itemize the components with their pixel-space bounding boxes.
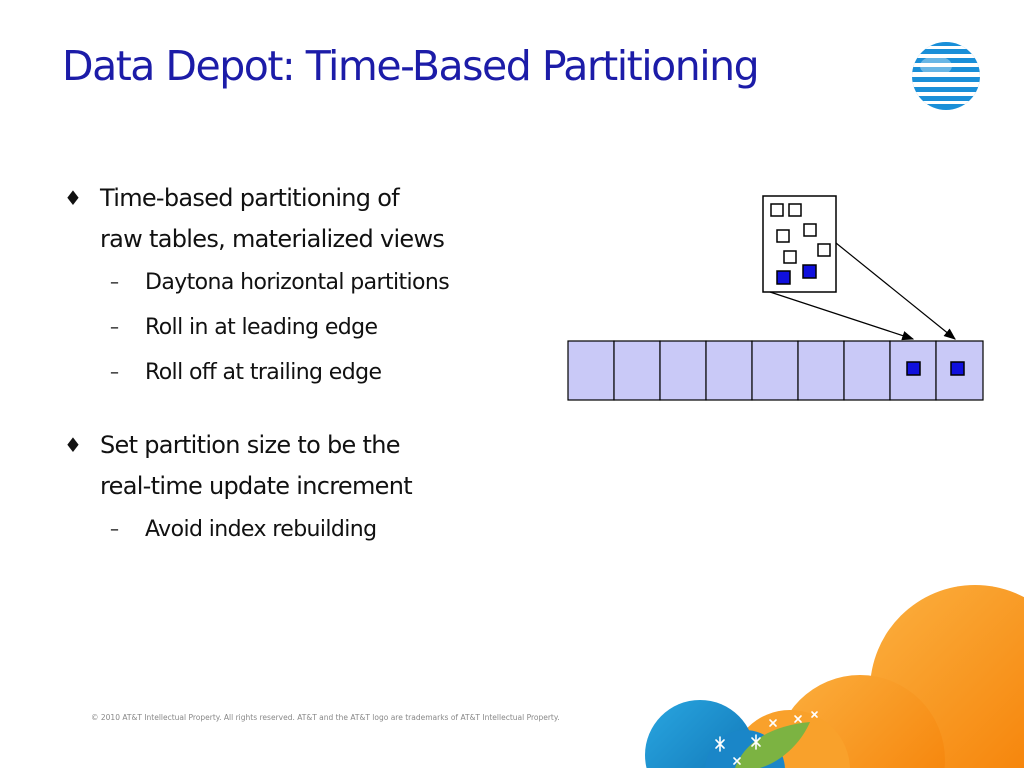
new-data-square: [803, 265, 816, 278]
partition-cell: [660, 341, 706, 400]
partition-strip: [568, 341, 983, 400]
new-partition-square: [951, 362, 964, 375]
data-square: [804, 224, 816, 236]
bullet-2-line-1: Set partition size to be the: [100, 431, 400, 459]
partition-cell: [844, 341, 890, 400]
sub-bullet: [62, 507, 542, 552]
bullet-2-line-2: real-time update increment: [100, 472, 412, 500]
att-globe-icon: [908, 40, 984, 112]
dash-bullet-icon: –: [110, 272, 119, 293]
sub-bullet-text: Daytona horizontal partitions: [145, 270, 450, 295]
data-square: [789, 204, 801, 216]
dash-bullet-icon: –: [110, 362, 119, 383]
bullet-1-line-2: raw tables, materialized views: [100, 225, 445, 253]
sub-bullet-text: Roll in at leading edge: [145, 315, 378, 340]
slide-title: Data Depot: Time-Based Partitioning: [62, 42, 759, 90]
data-square: [771, 204, 783, 216]
green-leaf: [735, 722, 810, 768]
data-square: [784, 251, 796, 263]
partition-cell: [752, 341, 798, 400]
diamond-bullet-icon: ♦: [64, 186, 82, 210]
bullet-1-line-1: Time-based partitioning of: [100, 184, 400, 212]
dash-bullet-icon: –: [110, 317, 119, 338]
sub-bullet: [62, 260, 542, 305]
sub-bullet: [62, 305, 542, 350]
partition-diagram: [560, 190, 1000, 410]
new-partition-square: [907, 362, 920, 375]
partition-cell: [706, 341, 752, 400]
roll-in-arrow: [836, 243, 955, 339]
sub-bullet-text: Avoid index rebuilding: [145, 517, 377, 542]
roll-in-arrow: [770, 292, 913, 339]
data-square: [777, 230, 789, 242]
orange-cloud: [730, 585, 1024, 768]
sub-bullet: [62, 350, 542, 395]
sparkle-icon: [716, 712, 817, 764]
new-data-square: [777, 271, 790, 284]
partition-cell: [798, 341, 844, 400]
bullet-2: [62, 425, 542, 507]
partition-cell: [614, 341, 660, 400]
bullet-1: [62, 178, 542, 260]
sub-bullet-text: Roll off at trailing edge: [145, 360, 382, 385]
data-square: [818, 244, 830, 256]
bullet-list: [62, 178, 542, 552]
dash-bullet-icon: –: [110, 519, 119, 540]
partition-cell: [568, 341, 614, 400]
blue-cloud: [645, 700, 785, 768]
copyright-footer: © 2010 AT&T Intellectual Property. All rights reserved. AT&T and the AT&T logo are trademarks of AT&T Intellectual Property.: [91, 713, 560, 722]
diamond-bullet-icon: ♦: [64, 433, 82, 457]
